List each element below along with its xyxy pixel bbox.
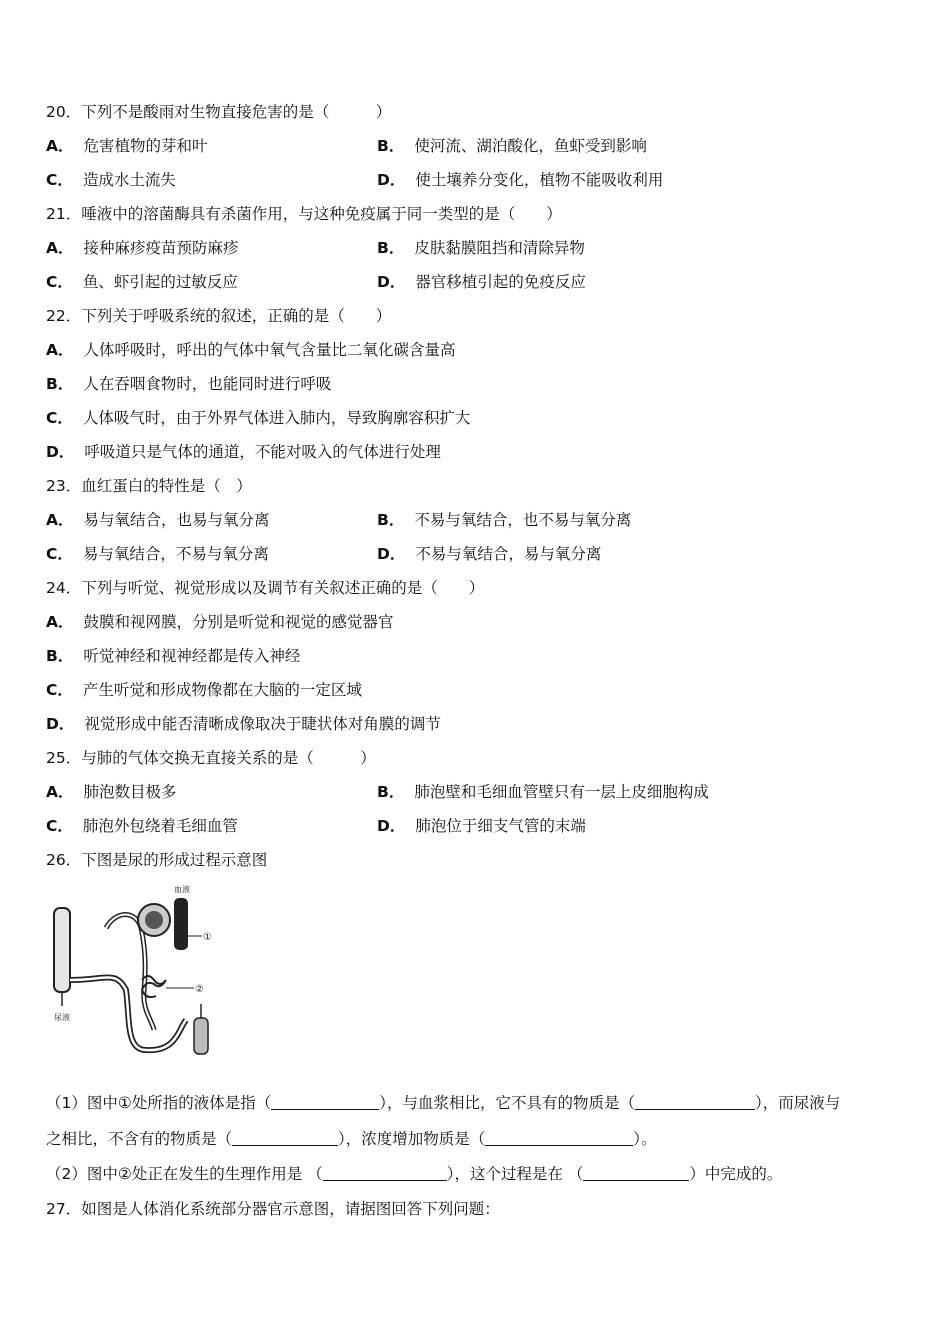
q20-option-a: A． 危害植物的芽和叶	[46, 137, 208, 155]
marker-2: ②	[195, 984, 204, 995]
question-26-stem: 26．下图是尿的形成过程示意图	[46, 851, 268, 869]
label-urine: 尿液	[54, 1013, 70, 1022]
q22-option-a: A． 人体呼吸时，呼出的气体中氧气含量比二氧化碳含量高	[46, 341, 456, 359]
label-blood: 血液	[174, 885, 190, 894]
q24-option-b: B． 听觉神经和视神经都是传入神经	[46, 647, 301, 665]
blank-3[interactable]	[232, 1130, 338, 1146]
q22-option-c: C． 人体吸气时，由于外界气体进入肺内，导致胸廓容积扩大	[46, 409, 471, 427]
question-25-stem: 25．与肺的气体交换无直接关系的是（ ）	[46, 749, 376, 767]
blank-4[interactable]	[485, 1130, 633, 1146]
question-27-stem: 27．如图是人体消化系统部分器官示意图，请据图回答下列问题：	[46, 1200, 500, 1218]
q21-option-a: A． 接种麻疹疫苗预防麻疹	[46, 239, 239, 257]
q26-part1-line1: （1）图中①处所指的液体是指（ ），与血浆相比，它不具有的物质是（ ），而尿液与	[46, 1094, 841, 1112]
blank-6[interactable]	[583, 1165, 689, 1181]
blank-2[interactable]	[635, 1094, 755, 1110]
blank-5[interactable]	[323, 1165, 447, 1181]
question-22-stem: 22．下列关于呼吸系统的叙述，正确的是（ ）	[46, 307, 392, 325]
q23-option-c: C． 易与氧结合，不易与氧分离	[46, 545, 269, 563]
q21-option-b: B． 皮肤黏膜阻挡和清除异物	[377, 239, 585, 257]
blood-vessel	[174, 898, 188, 950]
urine-formation-diagram	[46, 880, 226, 1060]
q22-option-b: B． 人在吞咽食物时，也能同时进行呼吸	[46, 375, 332, 393]
q22-option-d: D． 呼吸道只是气体的通道，不能对吸入的气体进行处理	[46, 443, 441, 461]
right-vessel	[194, 1018, 208, 1054]
collecting-tube	[54, 908, 70, 992]
q25-option-c: C． 肺泡外包绕着毛细血管	[46, 817, 238, 835]
question-24-stem: 24．下列与听觉、视觉形成以及调节有关叙述正确的是（ ）	[46, 579, 485, 597]
q20-option-b: B． 使河流、湖泊酸化，鱼虾受到影响	[377, 137, 647, 155]
q24-option-c: C． 产生听觉和形成物像都在大脑的一定区域	[46, 681, 362, 699]
question-21-stem: 21．唾液中的溶菌酶具有杀菌作用，与这种免疫属于同一类型的是（ ）	[46, 205, 562, 223]
q23-option-b: B． 不易与氧结合，也不易与氧分离	[377, 511, 632, 529]
marker-1: ①	[203, 932, 212, 943]
question-23-stem: 23．血红蛋白的特性是（ ）	[46, 477, 252, 495]
q23-option-d: D． 不易与氧结合，易与氧分离	[377, 545, 602, 563]
q23-option-a: A． 易与氧结合，也易与氧分离	[46, 511, 270, 529]
q25-option-a: A． 肺泡数目极多	[46, 783, 177, 801]
q25-option-b: B． 肺泡壁和毛细血管壁只有一层上皮细胞构成	[377, 783, 709, 801]
q20-option-d: D． 使土壤养分变化，植物不能吸收利用	[377, 171, 664, 189]
question-20-stem: 20．下列不是酸雨对生物直接危害的是（ ）	[46, 103, 392, 121]
q25-option-d: D． 肺泡位于细支气管的末端	[377, 817, 586, 835]
q24-option-d: D． 视觉形成中能否清晰成像取决于睫状体对角膜的调节	[46, 715, 441, 733]
q20-option-c: C． 造成水土流失	[46, 171, 176, 189]
q26-part2: （2）图中②处正在发生的生理作用是 （ ），这个过程是在 （ ）中完成的。	[46, 1165, 783, 1183]
q21-option-d: D． 器官移植引起的免疫反应	[377, 273, 586, 291]
blank-1[interactable]	[271, 1094, 379, 1110]
q24-option-a: A． 鼓膜和视网膜，分别是听觉和视觉的感觉器官	[46, 613, 394, 631]
glomerulus	[145, 911, 163, 929]
q26-part1-line2: 之相比，不含有的物质是（ ），浓度增加物质是（ ）。	[46, 1130, 657, 1148]
q21-option-c: C． 鱼、虾引起的过敏反应	[46, 273, 238, 291]
